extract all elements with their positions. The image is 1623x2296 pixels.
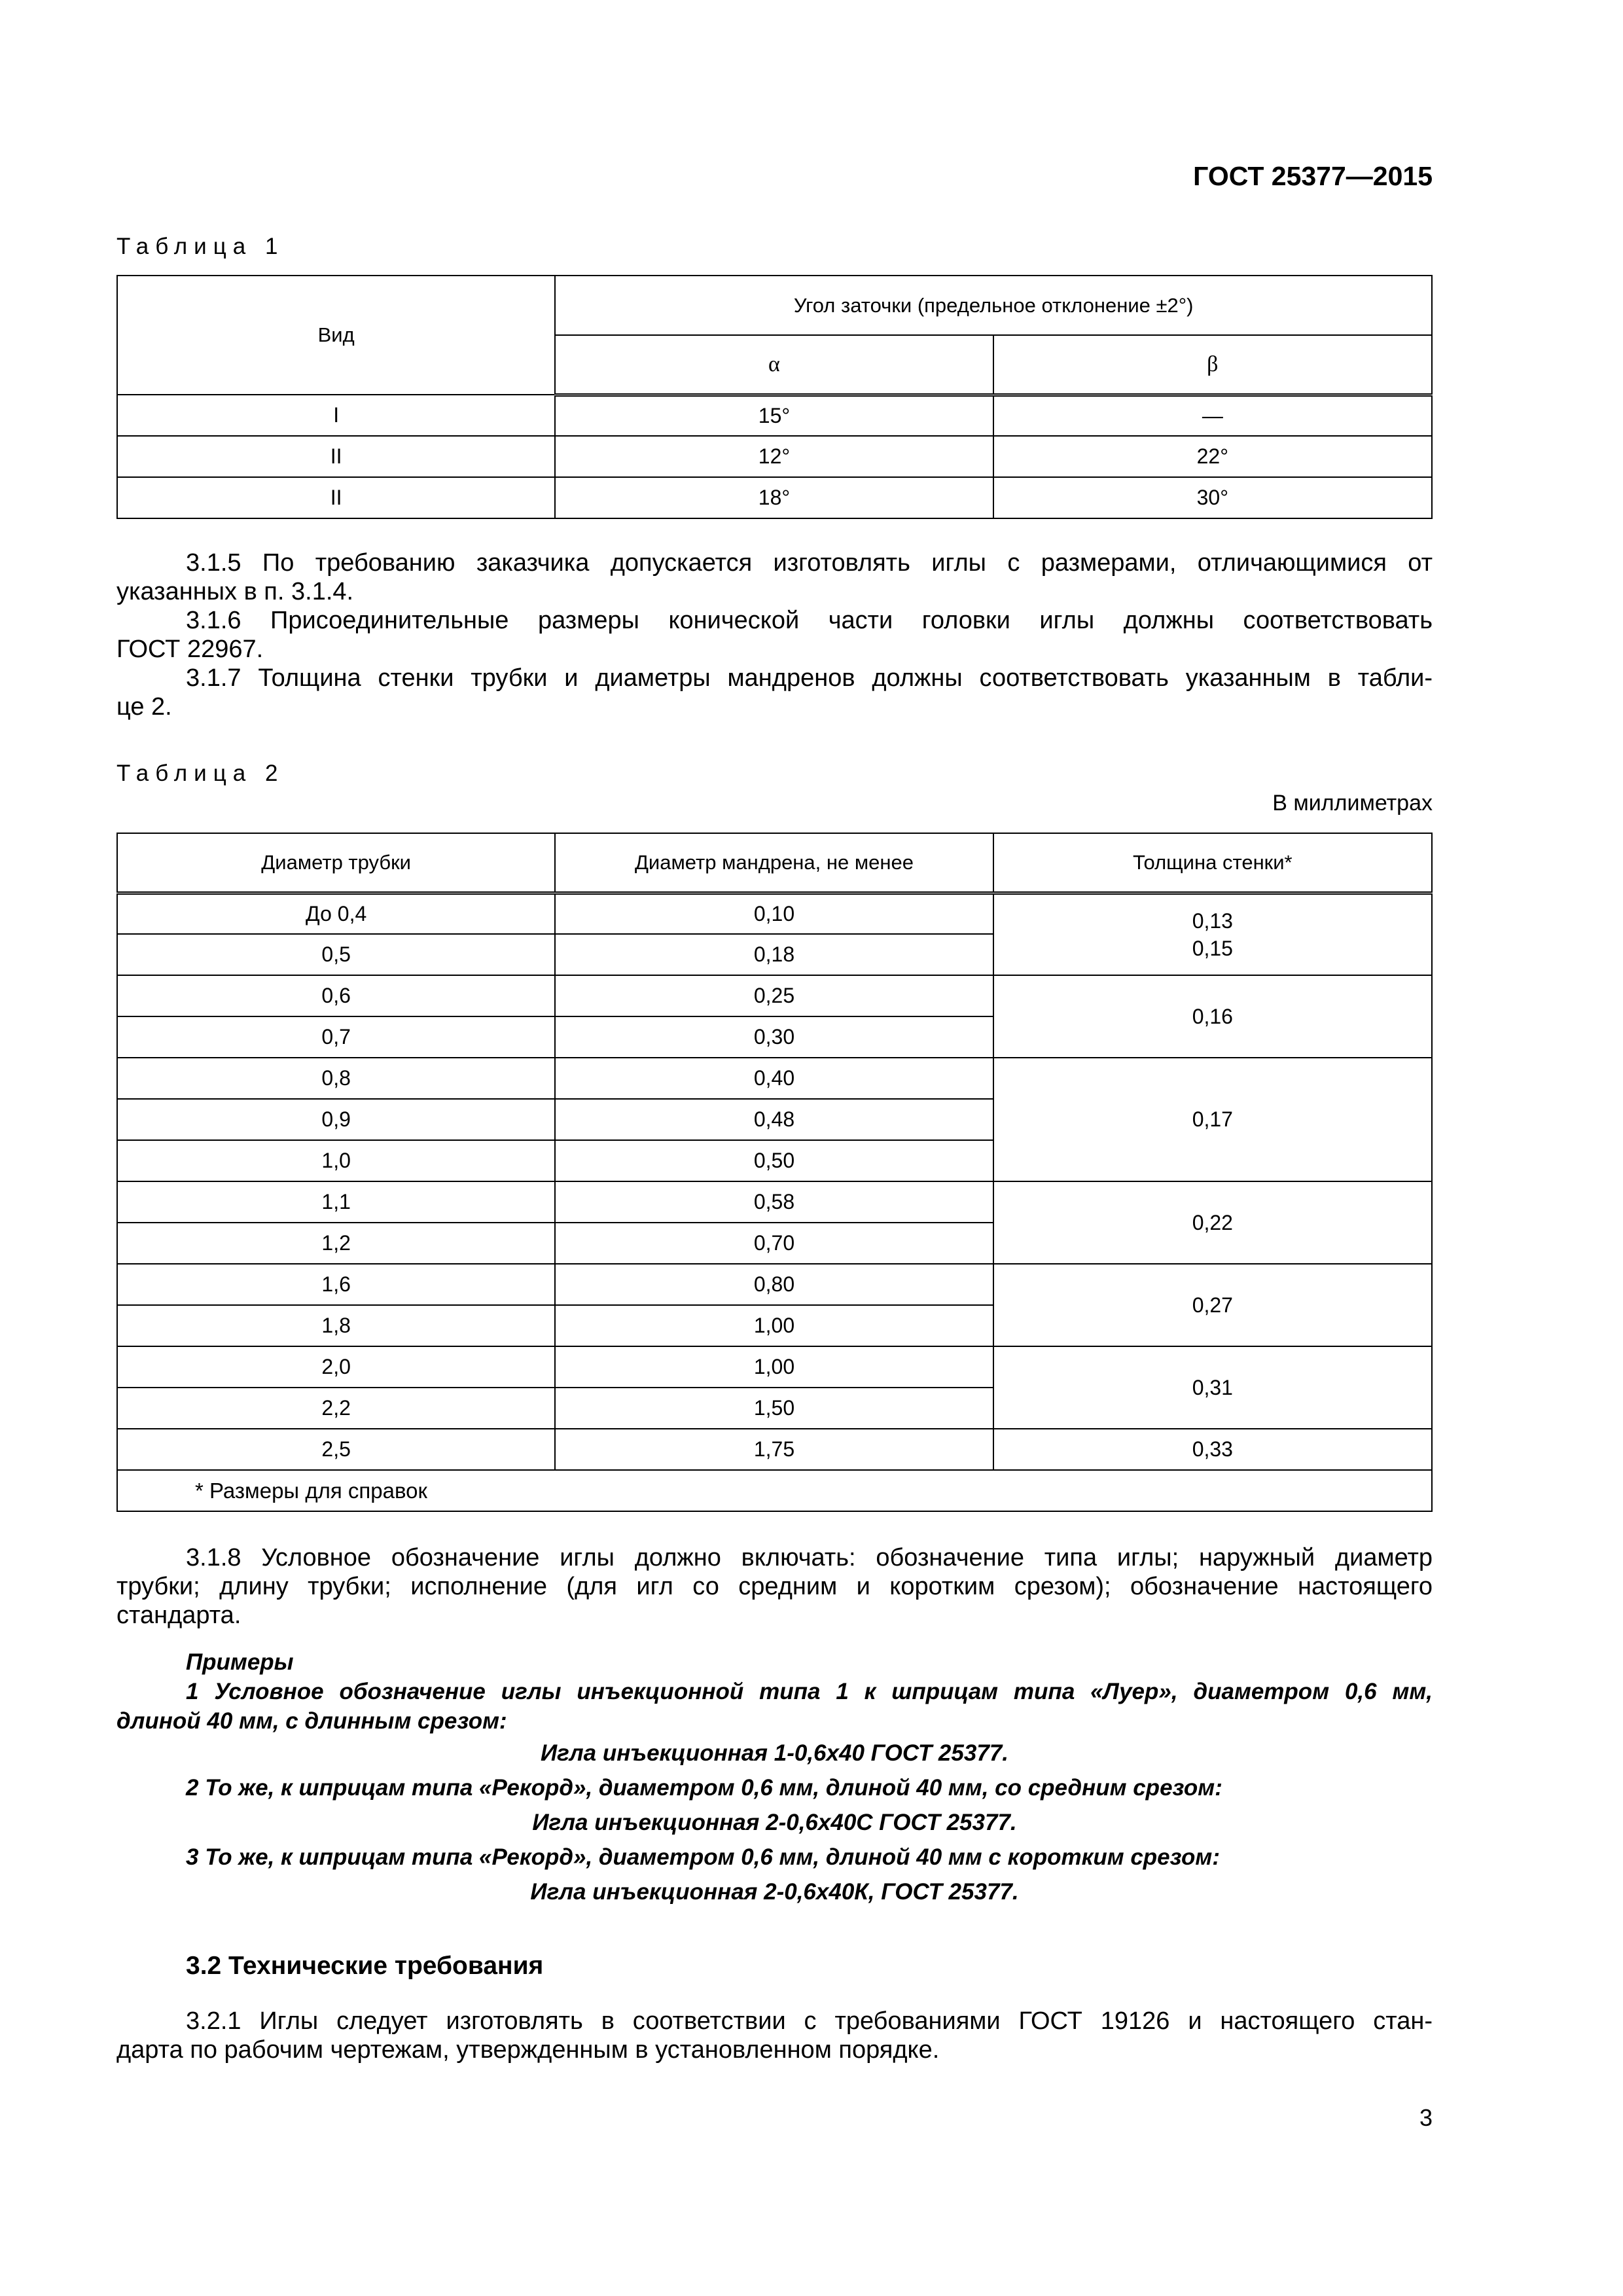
table-row (117, 893, 1432, 934)
page-number: 3 (1419, 2104, 1433, 2131)
table2-cell-mandrel: 0,50 (555, 1140, 993, 1181)
example-2-code: Игла инъекционная 2-0,6х40С ГОСТ 25377. (532, 1810, 1017, 1835)
example-1-text: 1 Условное обозначение иглы инъекционной типа 1 к шприцам типа «Луер», диаметром 0,6 мм, (186, 1679, 1433, 1704)
table2-cell-diameter: 1,8 (117, 1305, 555, 1346)
table2-cell-diameter: До 0,4 (117, 893, 555, 934)
table2-wall-value: 0,16 (993, 975, 1432, 1058)
example-1-code: Игла инъекционная 1-0,6х40 ГОСТ 25377. (541, 1740, 1008, 1766)
table1-cell-type: I (117, 395, 555, 436)
table-row (117, 1470, 1432, 1511)
table-row (117, 1058, 1432, 1099)
example-3-code: Игла инъекционная 2-0,6х40К, ГОСТ 25377. (530, 1879, 1019, 1905)
paragraph-3-2-1-continuation: дарта по рабочим чертежам, утвержденным в установленном порядке. (116, 2036, 940, 2064)
table2-units: В миллиметрах (1272, 791, 1433, 816)
paragraph-3-1-8: 3.1.8 Условное обозначение иглы должно включать: обозначение типа иглы; наружный диаметр (186, 1544, 1433, 1571)
table1-cell-alpha: 15° (555, 395, 993, 436)
table2-cell-diameter: 2,2 (117, 1388, 555, 1429)
table2-wall-value: 0,31 (993, 1346, 1432, 1429)
paragraph-3-2-1: 3.2.1 Иглы следует изготовлять в соответствии с требованиями ГОСТ 19126 и настоящего стан- (186, 2007, 1433, 2035)
table1-caption: Таблица 1 (116, 234, 285, 259)
paragraph-3-1-6: 3.1.6 Присоединительные размеры конической части головки иглы должны соответствовать (186, 607, 1433, 634)
table2-cell-mandrel: 0,70 (555, 1223, 993, 1264)
paragraph-3-1-7: 3.1.7 Толщина стенки трубки и диаметры мандренов должны соответствовать указанным в табли- (186, 664, 1433, 692)
table1-cell-type: II (117, 436, 555, 477)
paragraph-3-2-1-block (116, 2007, 1433, 2064)
table1-cell-type: II (117, 477, 555, 518)
table2-wall-value: 0,22 (993, 1181, 1432, 1264)
table2-cell-diameter: 1,2 (117, 1223, 555, 1264)
table1-cell-beta: 30° (993, 477, 1432, 518)
table2-cell-mandrel: 1,00 (555, 1346, 993, 1388)
table2-cell-diameter: 2,0 (117, 1346, 555, 1388)
table2-cell-mandrel: 0,18 (555, 934, 993, 975)
table2-cell-diameter: 0,8 (117, 1058, 555, 1099)
paragraph-3-1-8-line2: трубки; длину трубки; исполнение (для игл со средним и коротким срезом); обозначение настоящего (116, 1573, 1433, 1600)
table2-cell-mandrel: 1,00 (555, 1305, 993, 1346)
table2-wall-value: 0,33 (993, 1429, 1432, 1470)
table2-cell-diameter: 1,1 (117, 1181, 555, 1223)
table1-cell-alpha: 12° (555, 436, 993, 477)
table-row (117, 477, 1432, 518)
table1-header-type: Вид (117, 276, 555, 395)
table1-cell-alpha: 18° (555, 477, 993, 518)
examples-block (116, 1647, 1433, 1909)
table2-cell-mandrel: 0,80 (555, 1264, 993, 1305)
table2 (116, 833, 1433, 1512)
table2-caption: Таблица 2 (116, 761, 285, 786)
table2-cell-mandrel: 0,48 (555, 1099, 993, 1140)
table2-cell-diameter: 1,6 (117, 1264, 555, 1305)
table2-header-diameter: Диаметр трубки (117, 833, 555, 893)
table2-cell-mandrel: 0,10 (555, 893, 993, 934)
section-title: 3.2 Технические требования (186, 1952, 544, 1980)
table2-cell-diameter: 0,5 (117, 934, 555, 975)
table2-wall-value: 0,17 (993, 1058, 1432, 1181)
table2-wall-value: 0,15 (1192, 936, 1233, 960)
document-header: ГОСТ 25377—2015 (1193, 161, 1433, 191)
paragraph-3-1-8-block (116, 1543, 1433, 1630)
table1-cell-beta: 22° (993, 436, 1432, 477)
table2-cell-mandrel: 0,25 (555, 975, 993, 1016)
table2-header-mandrel: Диаметр мандрена, не менее (555, 833, 993, 893)
table-row (117, 1429, 1432, 1470)
table2-cell-mandrel: 1,75 (555, 1429, 993, 1470)
examples-title: Примеры (186, 1649, 294, 1675)
table2-cell-diameter: 0,6 (117, 975, 555, 1016)
table2-cell-mandrel: 0,40 (555, 1058, 993, 1099)
example-1-text-continuation: длиной 40 мм, с длинным срезом: (116, 1708, 507, 1734)
table-row (117, 395, 1432, 436)
table1-cell-beta: — (993, 395, 1432, 436)
table2-footnote: * Размеры для справок (117, 1470, 1432, 1511)
table2-cell-mandrel: 1,50 (555, 1388, 993, 1429)
body-text-section-3-1 (116, 548, 1433, 721)
table2-wall-value: 0,27 (993, 1264, 1432, 1346)
table1 (116, 275, 1433, 519)
table-row (117, 1346, 1432, 1388)
table-row (117, 975, 1432, 1016)
table1-header-beta: β (993, 335, 1432, 395)
paragraph-3-1-6-continuation: ГОСТ 22967. (116, 636, 264, 663)
table2-cell-mandrel: 0,30 (555, 1016, 993, 1058)
table2-wall-value: 0,13 (1192, 908, 1233, 933)
table2-cell-mandrel: 0,58 (555, 1181, 993, 1223)
table2-cell-diameter: 0,7 (117, 1016, 555, 1058)
table-row (117, 1181, 1432, 1223)
example-2-text: 2 То же, к шприцам типа «Рекорд», диаметром 0,6 мм, длиной 40 мм, со средним срезом: (186, 1775, 1222, 1801)
table1-header-alpha: α (555, 335, 993, 395)
table2-cell-diameter: 1,0 (117, 1140, 555, 1181)
table2-cell-diameter: 2,5 (117, 1429, 555, 1470)
table2-cell-diameter: 0,9 (117, 1099, 555, 1140)
table2-cell-wall (993, 893, 1432, 975)
table-row (117, 1264, 1432, 1305)
table-row (117, 436, 1432, 477)
paragraph-3-1-7-continuation: це 2. (116, 693, 172, 721)
paragraph-3-1-5-continuation: указанных в п. 3.1.4. (116, 578, 354, 605)
paragraph-3-1-5: 3.1.5 По требованию заказчика допускается изготовлять иглы с размерами, отличающимися от (186, 549, 1433, 577)
table2-header-wall: Толщина стенки* (993, 833, 1432, 893)
table1-header-angle: Угол заточки (предельное отклонение ±2°) (555, 276, 1432, 335)
example-3-text: 3 То же, к шприцам типа «Рекорд», диаметром 0,6 мм, длиной 40 мм с коротким срезом: (186, 1844, 1220, 1870)
paragraph-3-1-8-line3: стандарта. (116, 1602, 241, 1629)
